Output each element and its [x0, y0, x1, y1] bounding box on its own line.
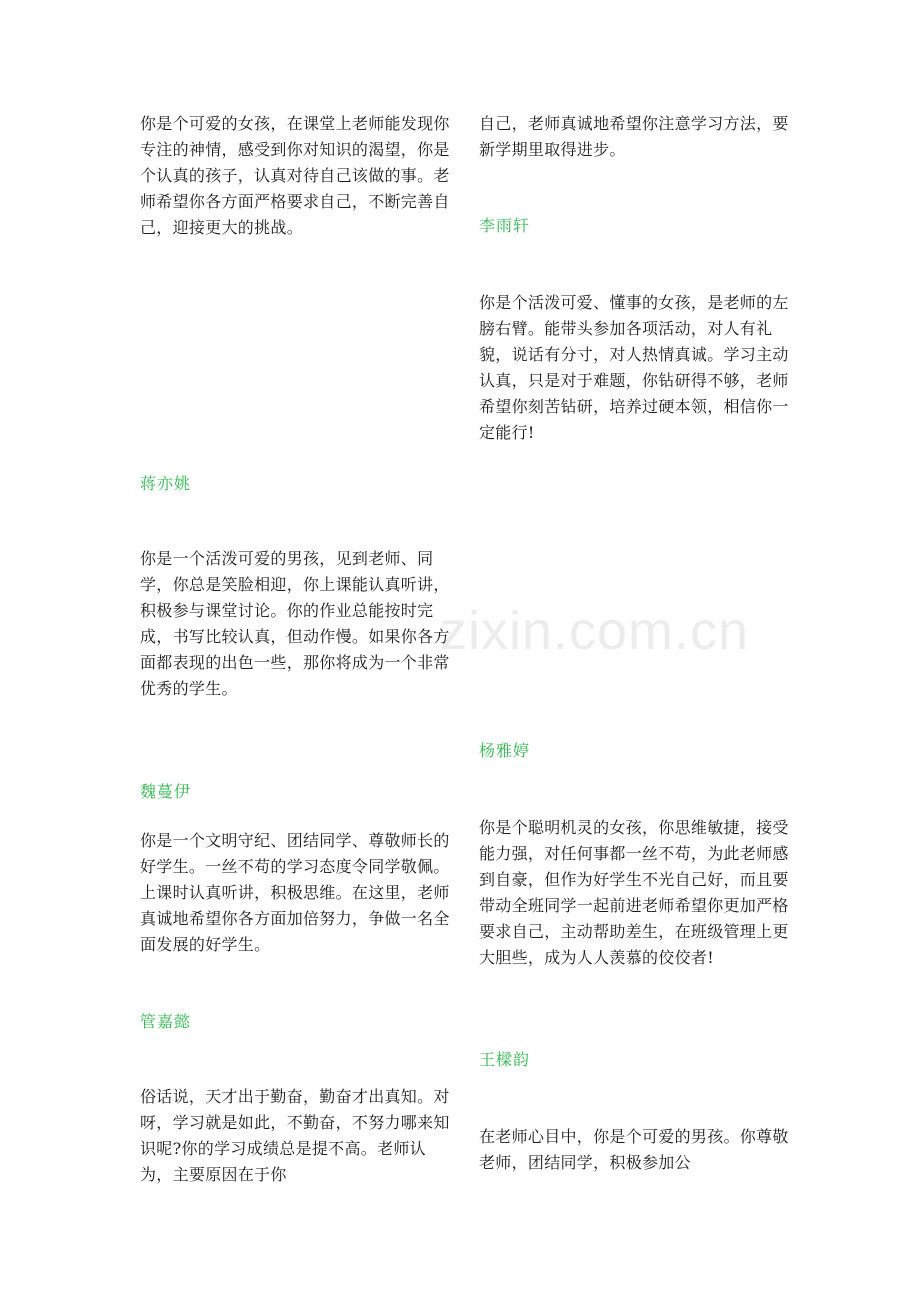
comment-text: 自己，老师真诚地希望你注意学习方法，要新学期里取得进步。: [479, 114, 789, 159]
student-name-block: [479, 1050, 799, 1070]
comment-text: 你是个活泼可爱、懂事的女孩，是老师的左膀右臂。能带头参加各项活动，对人有礼貌，说话有分寸，对人热情真诚。学习主动认真，只是对于难题，你钻研得不够，老师希望你刻苦钻研，培养过硬本领，相信你一定能行!: [479, 293, 789, 442]
student-name-block: [140, 1012, 450, 1032]
comment-text: 你是一个活泼可爱的男孩，见到老师、同学，你总是笑脸相迎，你上课能认真听讲，积极参与课堂讨论。你的作业总能按时完成，书写比较认真，但动作慢。如果你各方面都表现的出色一些，那你将成为一个非常优秀的学生。: [140, 549, 450, 698]
student-name-block: [140, 782, 450, 802]
comment-block: [140, 546, 450, 702]
comment-text: 你是个可爱的女孩，在课堂上老师能发现你专注的神情，感受到你对知识的渴望，你是个认真的孩子，认真对待自己该做的事。老师希望你各方面严格要求自己，不断完善自己，迎接更大的挑战。: [140, 114, 450, 237]
comment-block: [479, 815, 799, 971]
comment-text: 你是一个文明守纪、团结同学、尊敬师长的好学生。一丝不苟的学习态度令同学敬佩。上课时认真听讲，积极思维。在这里，老师真诚地希望你各方面加倍努力，争做一名全面发展的好学生。: [140, 831, 450, 954]
student-name: 李雨轩: [479, 216, 531, 235]
comment-text: 在老师心目中，你是个可爱的男孩。你尊敬老师，团结同学，积极参加公: [479, 1127, 789, 1172]
student-name: 管嘉懿: [140, 1012, 192, 1031]
comment-block: [140, 111, 450, 241]
comment-block: [140, 1084, 450, 1188]
student-name-block: [479, 216, 799, 236]
student-name: 蒋亦姚: [140, 474, 192, 493]
student-name: 魏蔓伊: [140, 782, 192, 801]
comment-text: 俗话说，天才出于勤奋，勤奋才出真知。对呀，学习就是如此，不勤奋，不努力哪来知识呢?你的学习成绩总是提不高。老师认为，主要原因在于你: [140, 1087, 450, 1184]
student-name: 杨雅婷: [479, 741, 531, 760]
comment-text: 你是个聪明机灵的女孩，你思维敏捷，接受能力强，对任何事都一丝不苟，为此老师感到自豪，但作为好学生不光自己好，而且要带动全班同学一起前进老师希望你更加严格要求自己，主动帮助差生，在班级管理上更大胆些，成为人人羡慕的佼佼者!: [479, 818, 789, 967]
student-name: 王樑韵: [479, 1050, 531, 1069]
comment-block: [479, 1124, 799, 1176]
student-name-block: [479, 741, 799, 761]
comment-block: [479, 111, 799, 163]
student-name-block: [140, 474, 450, 494]
comment-block: [140, 828, 450, 958]
comment-block: [479, 290, 799, 446]
watermark: zixin.com.cn: [440, 601, 750, 661]
